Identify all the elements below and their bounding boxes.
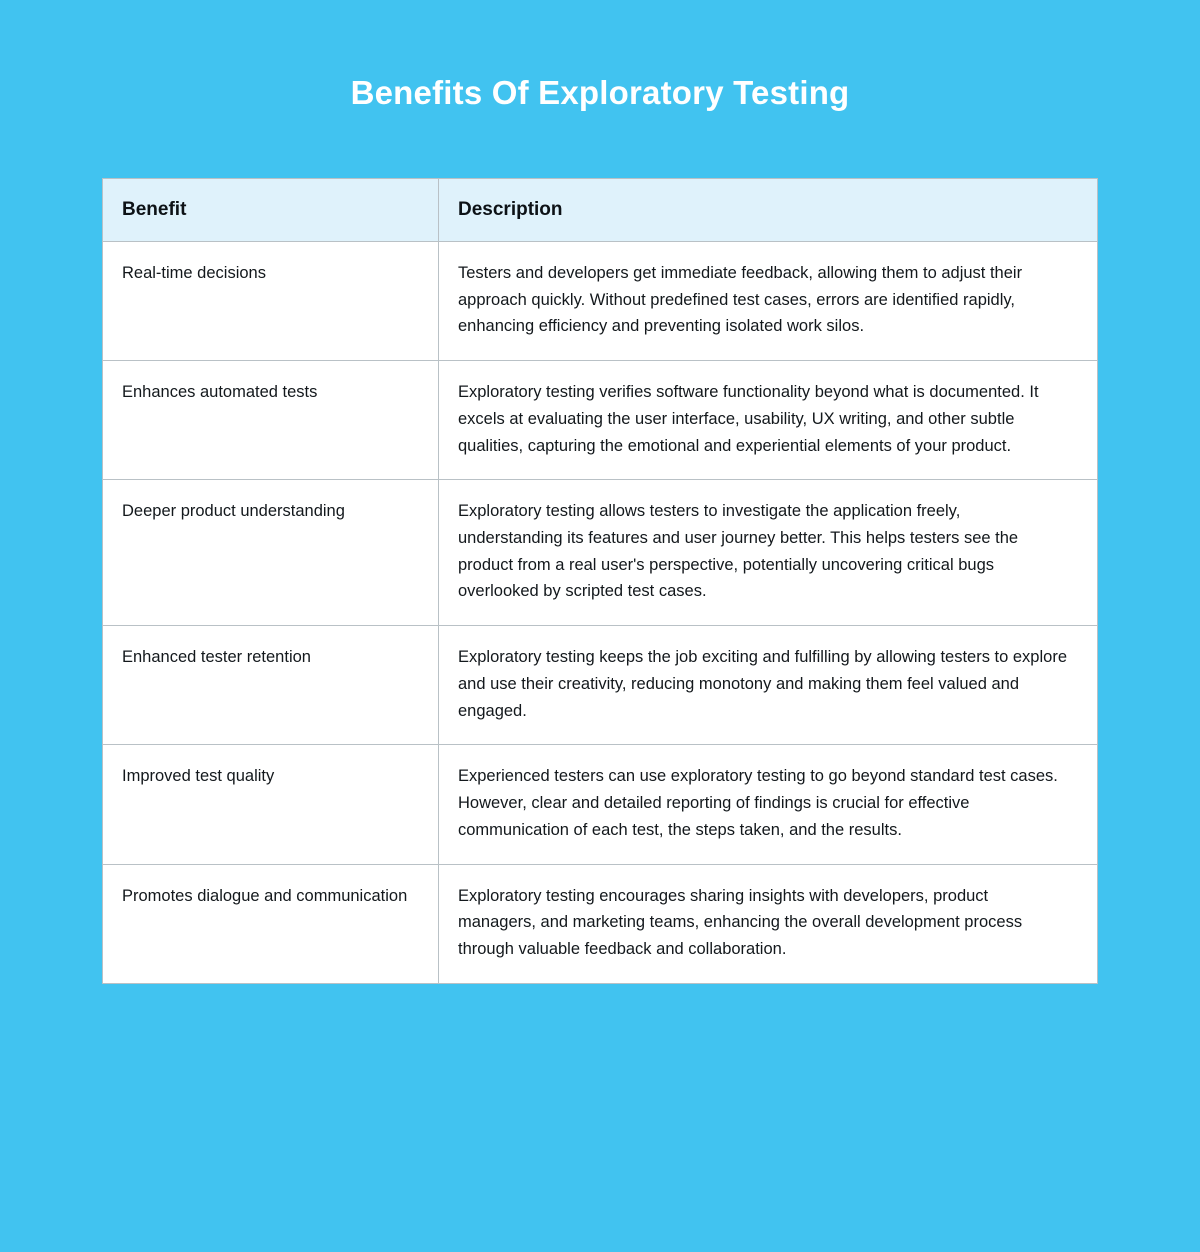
benefits-table: [103, 179, 1097, 983]
cell-description: Testers and developers get immediate feedback, allowing them to adjust their approach quickly. Without predefined test cases, errors are identified rapidly, enhancing efficiency and preventing isolated work silos.: [439, 242, 1098, 361]
page-title: Benefits Of Exploratory Testing: [350, 74, 850, 111]
cell-benefit: Enhances automated tests: [103, 361, 439, 480]
table-row: [103, 242, 1097, 361]
cell-benefit: Improved test quality: [103, 745, 439, 864]
cell-benefit: Promotes dialogue and communication: [103, 864, 439, 983]
cell-benefit: Enhanced tester retention: [103, 626, 439, 745]
cell-description: Exploratory testing allows testers to investigate the application freely, understanding its features and user journey better. This helps testers see the product from a real user's perspective, potentially uncovering critical bugs overlooked by scripted test cases.: [439, 480, 1098, 626]
table-row: [103, 864, 1097, 983]
cell-benefit: Real-time decisions: [103, 242, 439, 361]
column-header-description: Description: [439, 179, 1098, 242]
benefits-table-container: [102, 178, 1098, 984]
cell-description: Exploratory testing encourages sharing insights with developers, product managers, and marketing teams, enhancing the overall development process through valuable feedback and collaboration.: [458, 886, 1023, 958]
table-header-row: [103, 179, 1097, 242]
cell-description: Exploratory testing keeps the job exciting and fulfilling by allowing testers to explore and use their creativity, reducing monotony and making them feel valued and engaged.: [439, 626, 1098, 745]
table-body: [103, 242, 1097, 983]
table-row: [103, 480, 1097, 626]
table-header: [103, 179, 1097, 242]
column-header-benefit: Benefit: [103, 179, 439, 242]
cell-description: Exploratory testing verifies software functionality beyond what is documented. It excels at evaluating the user interface, usability, UX writing, and other subtle qualities, capturing the emotional and experiential elements of your product.: [439, 361, 1098, 480]
table-row: [103, 745, 1097, 864]
cell-benefit: Deeper product understanding: [103, 480, 439, 626]
table-row: [103, 626, 1097, 745]
table-row: [103, 361, 1097, 480]
cell-description: Experienced testers can use exploratory testing to go beyond standard test cases. However, clear and detailed reporting of findings is crucial for effective communication of each test, the steps taken, and the results.: [439, 745, 1098, 864]
